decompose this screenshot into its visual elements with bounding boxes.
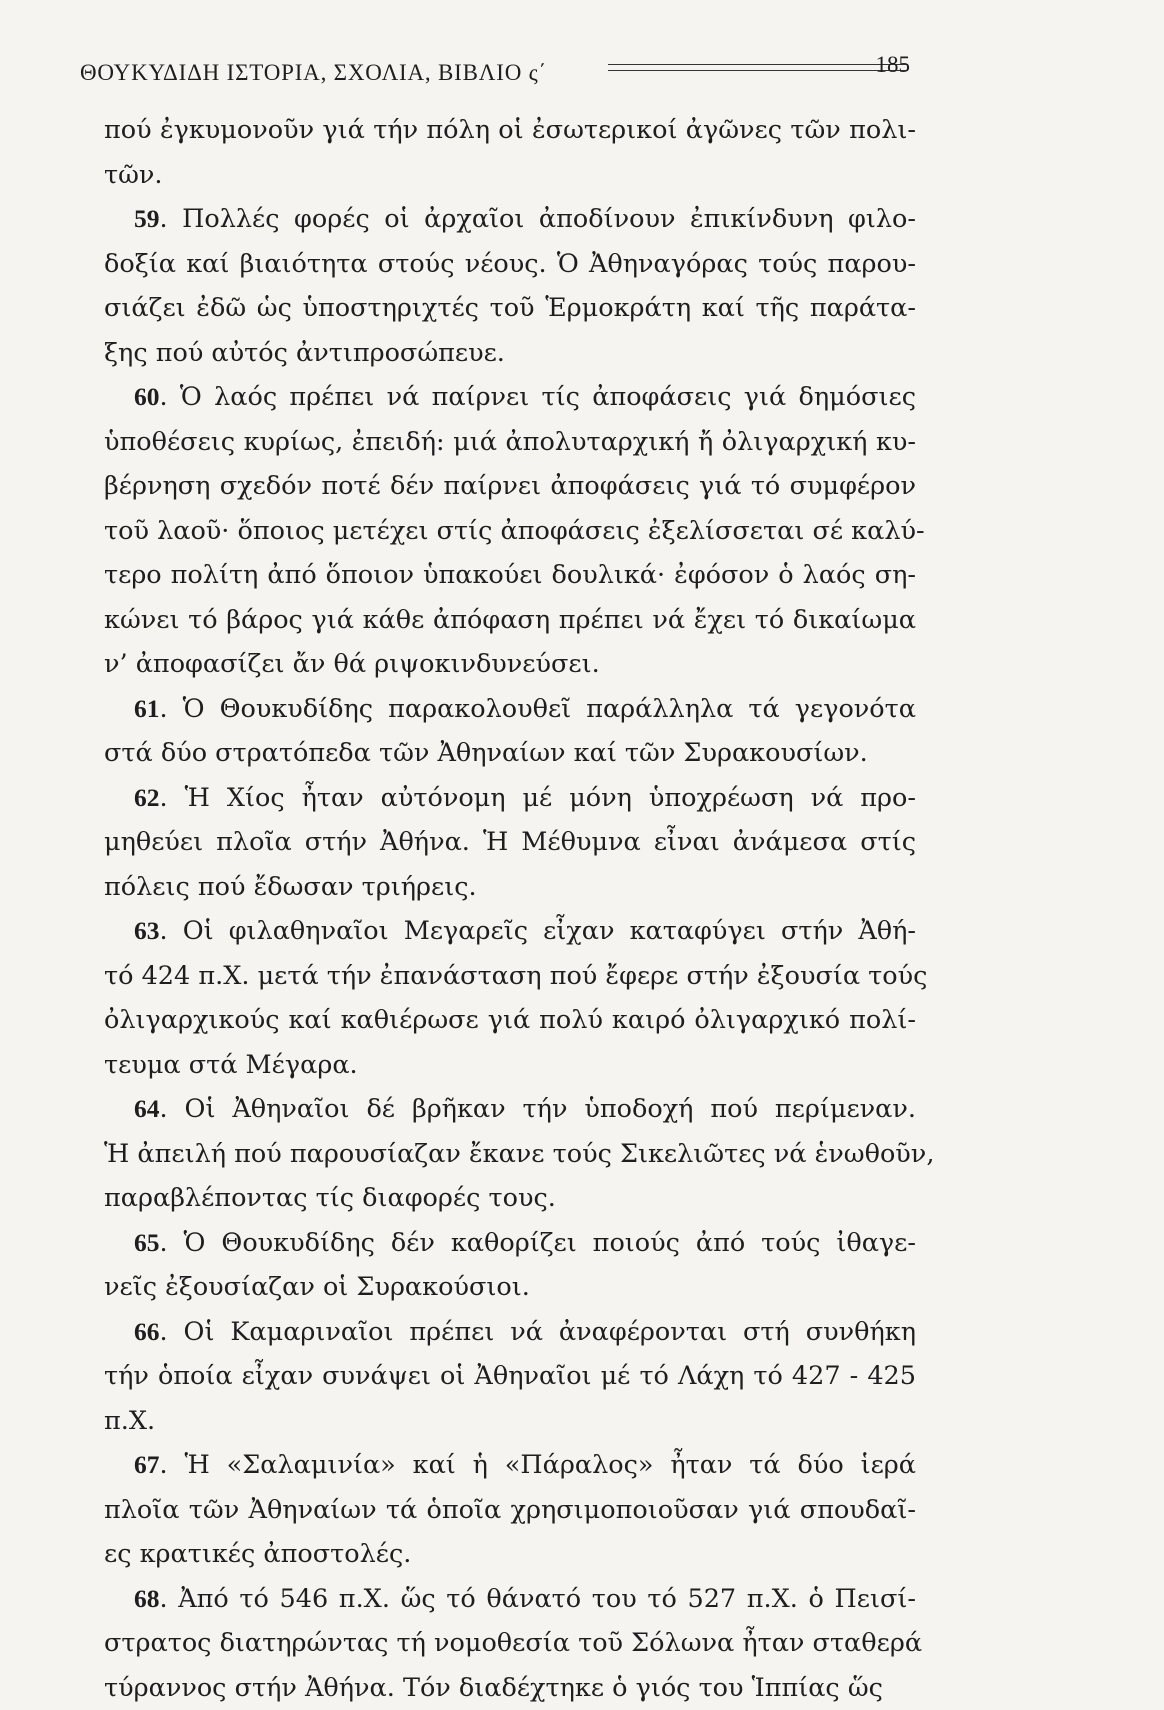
text-line xyxy=(104,153,916,198)
line-text: ν’ ἀποφασίζει ἄν θά ριψοκινδυνεύσει. xyxy=(104,649,600,679)
text-line xyxy=(104,687,916,732)
text-line xyxy=(104,1043,916,1088)
line-text: στρατος διατηρώντας τή νομοθεσία τοῦ Σόλωνα ἦταν σταθερά xyxy=(104,1628,922,1658)
line-text: πλοῖα τῶν Ἀθηναίων τά ὁποῖα χρησιμοποιοῦσαν γιά σπουδαῖ- xyxy=(104,1495,916,1525)
text-line xyxy=(104,1666,916,1710)
line-text: . Ὁ λαός πρέπει νά παίρνει τίς ἀποφάσεις γιά δημόσιες xyxy=(160,382,917,412)
line-text: ξης πού αὐτός ἀντιπροσώπευε. xyxy=(104,338,505,368)
text-line xyxy=(104,375,916,420)
line-text: στά δύο στρατόπεδα τῶν Ἀθηναίων καί τῶν Συρακουσίων. xyxy=(104,738,868,768)
line-text: πού ἐγκυμονοῦν γιά τήν πόλη οἱ ἐσωτερικοί ἀγῶνες τῶν πολι- xyxy=(104,115,916,145)
line-text: ὑποθέσεις κυρίως, ἐπειδή: μιά ἀπολυταρχική ἤ ὀλιγαρχική κυ- xyxy=(104,427,916,457)
text-line xyxy=(104,197,916,242)
line-text: . Οἱ Καμαριναῖοι πρέπει νά ἀναφέρονται στή συνθήκη xyxy=(160,1317,917,1347)
line-text: τευμα στά Μέγαρα. xyxy=(104,1050,358,1080)
text-line xyxy=(104,1488,916,1533)
page-number: 185 xyxy=(876,52,911,78)
line-text: Ἡ ἀπειλή πού παρουσίαζαν ἔκανε τούς Σικελιῶτες νά ἑνωθοῦν, xyxy=(104,1139,934,1169)
running-title: ΘΟΥΚΥΔΙΔΗ ΙΣΤΟΡΙΑ, ΣΧΟΛΙΑ, ΒΙΒΛΙΟ ς΄ xyxy=(80,60,547,86)
text-line xyxy=(104,731,916,776)
text-line xyxy=(104,1532,916,1577)
line-text: τήν ὁποία εἶχαν συνάψει οἱ Ἀθηναῖοι μέ τό Λάχη τό 427 - 425 xyxy=(104,1361,916,1391)
line-text: τύραννος στήν Ἀθήνα. Τόν διαδέχτηκε ὁ γιός του Ἱππίας ὥς xyxy=(104,1673,883,1703)
text-line xyxy=(104,553,916,598)
text-line xyxy=(104,1087,916,1132)
text-line xyxy=(104,909,916,954)
line-text: . Οἱ Ἀθηναῖοι δέ βρῆκαν τήν ὑποδοχή πού περίμεναν. xyxy=(160,1094,917,1124)
line-text: ες κρατικές ἀποστολές. xyxy=(104,1539,411,1569)
note-number: 66 xyxy=(134,1317,160,1346)
text-line xyxy=(104,598,916,643)
note-number: 68 xyxy=(134,1584,160,1613)
line-text: δοξία καί βιαιότητα στούς νέους. Ὁ Ἀθηναγόρας τούς παρου- xyxy=(104,249,916,279)
line-text: παραβλέποντας τίς διαφορές τους. xyxy=(104,1183,556,1213)
text-line xyxy=(104,776,916,821)
line-text: τό 424 π.Χ. μετά τήν ἐπανάσταση πού ἔφερε στήν ἐξουσία τούς xyxy=(104,961,927,991)
text-line xyxy=(104,1132,916,1177)
line-text: . Ὁ Θουκυδίδης δέν καθορίζει ποιούς ἀπό τούς ἰθαγε- xyxy=(160,1228,917,1258)
header-rule xyxy=(608,64,908,71)
note-number: 62 xyxy=(134,783,160,812)
text-line xyxy=(104,1310,916,1355)
text-line xyxy=(104,509,916,554)
text-line xyxy=(104,865,916,910)
text-line xyxy=(104,242,916,287)
line-text: . Ἡ Χίος ἦταν αὐτόνομη μέ μόνη ὑποχρέωση νά προ- xyxy=(160,783,917,813)
line-text: . Ἀπό τό 546 π.Χ. ὥς τό θάνατό του τό 527 π.Χ. ὁ Πεισί- xyxy=(160,1584,917,1614)
text-line xyxy=(104,1577,916,1622)
body-text xyxy=(104,108,916,1710)
line-text: τερο πολίτη ἀπό ὅποιον ὑπακούει δουλικά· ἐφόσον ὁ λαός ση- xyxy=(104,560,916,590)
text-line xyxy=(104,331,916,376)
line-text: βέρνηση σχεδόν ποτέ δέν παίρνει ἀποφάσεις γιά τό συμφέρον xyxy=(104,471,916,501)
note-number: 60 xyxy=(134,382,160,411)
text-line xyxy=(104,1176,916,1221)
text-line xyxy=(104,642,916,687)
line-text: . Ἡ «Σαλαμινία» καί ἡ «Πάραλος» ἦταν τά δύο ἱερά xyxy=(160,1450,917,1480)
note-number: 67 xyxy=(134,1450,160,1479)
line-text: ὀλιγαρχικούς καί καθιέρωσε γιά πολύ καιρό ὀλιγαρχικό πολί- xyxy=(104,1005,916,1035)
text-line xyxy=(104,1443,916,1488)
line-text: κώνει τό βάρος γιά κάθε ἀπόφαση πρέπει νά ἔχει τό δικαίωμα xyxy=(104,605,916,635)
line-text: π.Χ. xyxy=(104,1406,155,1436)
page-header xyxy=(80,52,910,92)
text-line xyxy=(104,1221,916,1266)
text-line xyxy=(104,464,916,509)
note-number: 63 xyxy=(134,916,160,945)
line-text: τῶν. xyxy=(104,160,163,190)
note-number: 61 xyxy=(134,694,160,723)
text-line xyxy=(104,1399,916,1444)
line-text: πόλεις πού ἔδωσαν τριήρεις. xyxy=(104,872,477,902)
text-line xyxy=(104,1621,916,1666)
text-line xyxy=(104,108,916,153)
line-text: μηθεύει πλοῖα στήν Ἀθήνα. Ἡ Μέθυμνα εἶναι ἀνάμεσα στίς xyxy=(104,827,916,857)
note-number: 64 xyxy=(134,1094,160,1123)
line-text: . Πολλές φορές οἱ ἀρχαῖοι ἀποδίνουν ἐπικίνδυνη φιλο- xyxy=(160,204,917,234)
line-text: . Οἱ φιλαθηναῖοι Μεγαρεῖς εἶχαν καταφύγει στήν Ἀθή- xyxy=(160,916,917,946)
text-line xyxy=(104,286,916,331)
text-line xyxy=(104,1265,916,1310)
line-text: σιάζει ἐδῶ ὡς ὑποστηριχτές τοῦ Ἑρμοκράτη καί τῆς παράτα- xyxy=(104,293,916,323)
line-text: νεῖς ἐξουσίαζαν οἱ Συρακούσιοι. xyxy=(104,1272,530,1302)
text-line xyxy=(104,998,916,1043)
text-line xyxy=(104,820,916,865)
note-number: 59 xyxy=(134,204,160,233)
text-line xyxy=(104,1354,916,1399)
note-number: 65 xyxy=(134,1228,160,1257)
line-text: τοῦ λαοῦ· ὅποιος μετέχει στίς ἀποφάσεις ἐξελίσσεται σέ καλύ- xyxy=(104,516,925,546)
text-line xyxy=(104,420,916,465)
line-text: . Ὁ Θουκυδίδης παρακολουθεῖ παράλληλα τά γεγονότα xyxy=(160,694,917,724)
text-line xyxy=(104,954,916,999)
